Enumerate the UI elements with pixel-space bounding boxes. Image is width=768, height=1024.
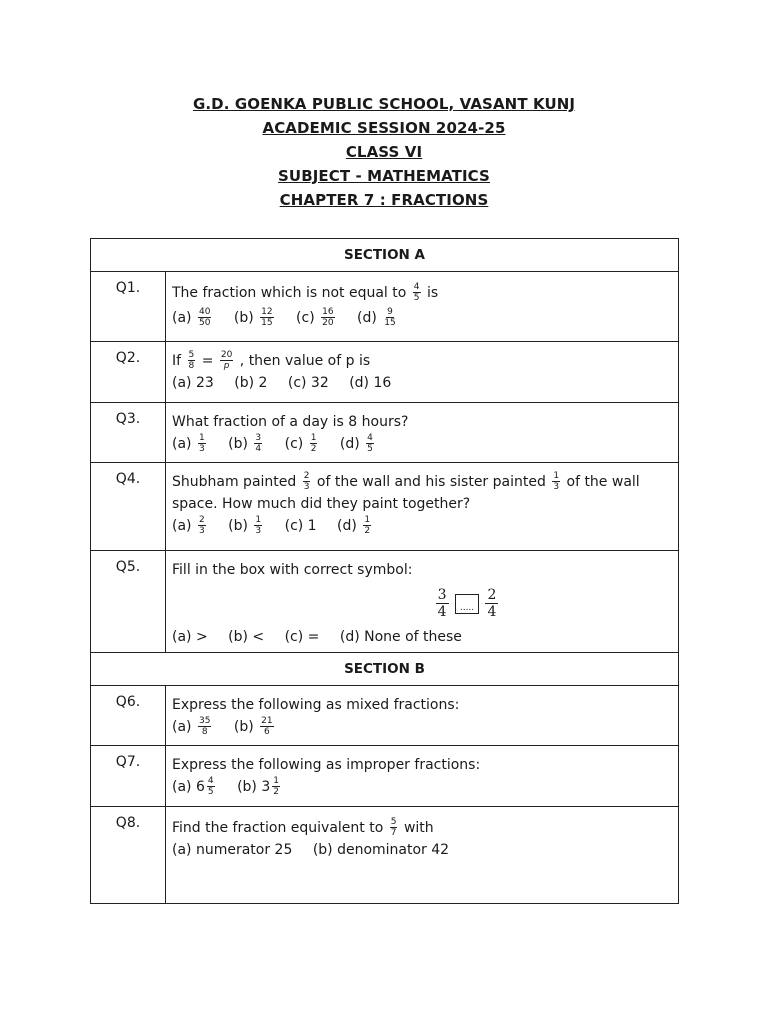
question-number: Q8. <box>91 807 166 904</box>
section-b-heading: SECTION B <box>91 653 679 686</box>
options <box>172 433 672 455</box>
question-row-q7 <box>91 746 679 807</box>
option-b: (b) $\frac{12}{15}$ <box>233 306 273 328</box>
question-row-q4 <box>91 463 679 551</box>
options <box>172 515 672 537</box>
question-row-q2 <box>91 342 679 403</box>
question-row-q5 <box>91 551 679 653</box>
question-text: Express the following as improper fractions: <box>172 757 481 773</box>
question-text: Shubham painted $\frac{2}{3}$ of the wall and his sister painted $\frac{1}{3}$ of the wall <box>172 470 640 492</box>
question-number: Q7. <box>91 746 166 807</box>
question-number: Q4. <box>91 463 166 551</box>
option-b: (b) denominator 42 <box>312 842 450 858</box>
question-number: Q2. <box>91 342 166 403</box>
question-row-q1 <box>91 272 679 342</box>
option-a: (a) $\frac{1}{3}$ <box>172 432 205 454</box>
option-a: (a) numerator 25 <box>172 842 293 858</box>
option-b: (b) $\frac{3}{4}$ <box>228 432 262 454</box>
option-d: (d) $\frac{1}{2}$ <box>337 514 371 536</box>
question-body <box>166 403 679 463</box>
question-text: What fraction of a day is 8 hours? <box>172 414 409 430</box>
question-text: Fill in the box with correct symbol: <box>172 562 413 578</box>
options <box>172 307 672 329</box>
left-fraction: $\frac{3}{4}$ <box>437 587 447 620</box>
option-c: (c) 32 <box>287 375 329 391</box>
section-b-row <box>91 653 679 686</box>
option-a: (a) > <box>172 629 208 645</box>
option-d: (d) None of these <box>339 629 462 645</box>
document-header <box>0 92 768 212</box>
option-a: (a) $\frac{2}{3}$ <box>172 514 205 536</box>
question-table <box>90 238 679 904</box>
option-b: (b) $\frac{21}{6}$ <box>233 715 273 737</box>
options <box>172 839 672 861</box>
question-text: Find the fraction equivalent to $\frac{5}{7}$ with <box>172 816 434 838</box>
question-body <box>166 463 679 551</box>
question-number: Q5. <box>91 551 166 653</box>
option-b: (b) 3 $\frac{1}{2}$ <box>237 775 279 797</box>
options <box>172 626 672 648</box>
options <box>172 776 672 798</box>
option-b: (b) < <box>228 629 265 645</box>
option-c: (c) $\frac{16}{20}$ <box>296 306 334 328</box>
question-number: Q3. <box>91 403 166 463</box>
option-a: (a) 23 <box>172 375 214 391</box>
option-b: (b) $\frac{1}{3}$ <box>228 514 262 536</box>
question-body <box>166 746 679 807</box>
section-a-row <box>91 239 679 272</box>
question-text: If $\frac{5}{8}$ = $\frac{20}{p}$ , then value of p is <box>172 349 371 371</box>
question-body <box>166 342 679 403</box>
comparison-expression <box>172 587 672 620</box>
option-d: (d) $\frac{9}{15}$ <box>357 306 396 328</box>
question-row-q6 <box>91 686 679 746</box>
fraction: $\frac{4}{5}$ <box>413 281 420 303</box>
option-b: (b) 2 <box>234 375 268 391</box>
option-c: (c) = <box>284 629 320 645</box>
subject-name: SUBJECT - MATHEMATICS <box>278 167 490 185</box>
options <box>172 372 672 394</box>
question-number: Q1. <box>91 272 166 342</box>
option-c: (c) $\frac{1}{2}$ <box>284 432 317 454</box>
question-text: The fraction which is not equal to $\frac{4}{5}$ is <box>172 281 439 303</box>
answer-box: ..... <box>455 594 479 614</box>
right-fraction: $\frac{2}{4}$ <box>487 587 497 620</box>
option-a: (a) $\frac{40}{50}$ <box>172 306 211 328</box>
academic-session: ACADEMIC SESSION 2024-25 <box>262 119 506 137</box>
option-a: (a) 6 $\frac{4}{5}$ <box>172 775 214 797</box>
question-body <box>166 272 679 342</box>
chapter-title: CHAPTER 7 : FRACTIONS <box>279 191 489 209</box>
question-row-q8 <box>91 807 679 904</box>
class-name: CLASS VI <box>345 143 423 161</box>
question-body <box>166 551 679 653</box>
options <box>172 716 672 738</box>
option-c: (c) 1 <box>284 518 317 534</box>
question-body <box>166 686 679 746</box>
question-text-line-2: space. How much did they paint together? <box>172 496 471 512</box>
question-text: Express the following as mixed fractions: <box>172 697 460 713</box>
question-body <box>166 807 679 904</box>
section-a-heading: SECTION A <box>91 239 679 272</box>
option-d: (d) 16 <box>349 375 392 391</box>
option-d: (d) $\frac{4}{5}$ <box>339 432 373 454</box>
option-a: (a) $\frac{35}{8}$ <box>172 715 211 737</box>
school-name: G.D. GOENKA PUBLIC SCHOOL, VASANT KUNJ <box>192 95 576 113</box>
question-number: Q6. <box>91 686 166 746</box>
question-row-q3 <box>91 403 679 463</box>
